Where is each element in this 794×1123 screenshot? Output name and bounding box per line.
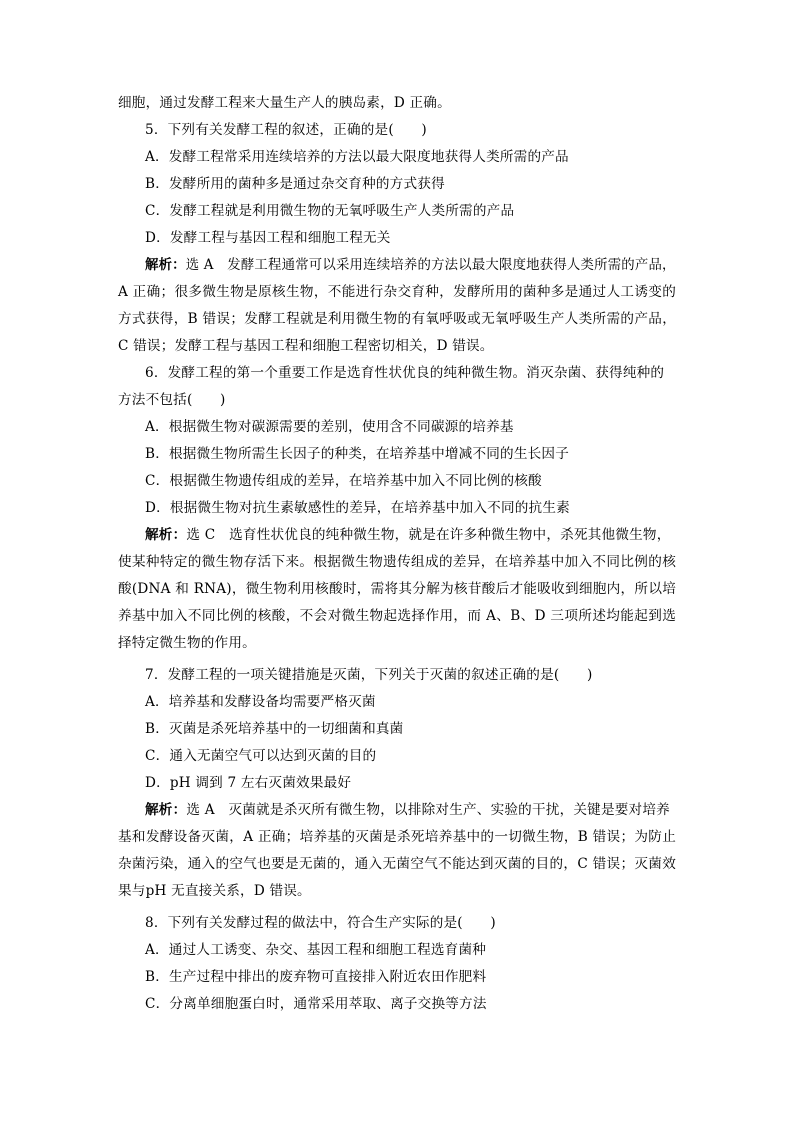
question-7-option-d: D．pH 调到 7 左右灭菌效果最好 — [145, 775, 352, 791]
text-line: 杂菌污染，通入的空气也要是无菌的，通入无菌空气不能达到灭菌的目的，C 错误；灭菌效 — [118, 856, 676, 872]
analysis-text: 选 C 选育性状优良的纯种微生物，就是在许多种微生物中，杀死其他微生物， — [186, 527, 671, 543]
question-8-stem: 8．下列有关发酵过程的做法中，符合生产实际的是( ) — [145, 915, 496, 931]
question-6-option-a: A．根据微生物对碳源需要的差别，使用含不同碳源的培养基 — [145, 419, 514, 435]
text-line: 使某种特定的微生物存活下来。根据微生物遗传组成的差异，在培养基中加入不同比例的核 — [118, 554, 676, 570]
question-5-option-d: D．发酵工程与基因工程和细胞工程无关 — [145, 230, 391, 246]
text-line: A 正确；很多微生物是原核生物，不能进行杂交育种，发酵所用的菌种多是通过人工诱变的 — [118, 284, 676, 300]
question-7-option-c: C．通入无菌空气可以达到灭菌的目的 — [145, 748, 377, 764]
text-line: 基和发酵设备灭菌，A 正确；培养基的灭菌是杀死培养基中的一切微生物，B 错误；为防止 — [118, 829, 676, 845]
analysis-label: 解析： — [145, 802, 187, 818]
question-7-option-a: A．培养基和发酵设备均需要严格灭菌 — [145, 694, 376, 710]
text-line: 果与pH 无直接关系，D 错误。 — [118, 883, 311, 899]
question-5-analysis — [145, 255, 676, 275]
question-8-option-a: A．通过人工诱变、杂交、基因工程和细胞工程选育菌种 — [145, 942, 487, 958]
question-6-option-b: B．根据微生物所需生长因子的种类，在培养基中增减不同的生长因子 — [145, 446, 569, 462]
question-6-option-c: C．根据微生物遗传组成的差异，在培养基中加入不同比例的核酸 — [145, 473, 542, 489]
text-line: 方式获得，B 错误；发酵工程就是利用微生物的有氧呼吸或无氧呼吸生产人类所需的产品， — [118, 311, 676, 327]
analysis-label: 解析： — [145, 527, 187, 543]
analysis-text: 选 A 发酵工程通常可以采用连续培养的方法以最大限度地获得人类所需的产品， — [185, 257, 676, 273]
question-6-option-d: D．根据微生物对抗生素敏感性的差异，在培养基中加入不同的抗生素 — [145, 500, 570, 516]
question-7-analysis — [145, 800, 670, 820]
question-6-analysis — [145, 525, 671, 545]
question-5-option-c: C．发酵工程就是利用微生物的无氧呼吸生产人类所需的产品 — [145, 203, 515, 219]
analysis-text: 选 A 灭菌就是杀灭所有微生物，以排除对生产、实验的干扰，关键是要对培养 — [186, 802, 670, 818]
question-7-option-b: B．灭菌是杀死培养基中的一切细菌和真菌 — [145, 721, 404, 737]
text-line: C 错误；发酵工程与基因工程和细胞工程密切相关，D 错误。 — [118, 338, 494, 354]
text-line: 择特定微生物的作用。 — [118, 635, 256, 651]
question-7-stem: 7．发酵工程的一项关键措施是灭菌，下列关于灭菌的叙述正确的是( ) — [145, 667, 593, 683]
question-6-stem: 6．发酵工程的第一个重要工作是选育性状优良的纯种微生物。消灭杂菌、获得纯种的 — [145, 365, 665, 381]
question-5-stem: 5．下列有关发酵工程的叙述，正确的是( ) — [145, 122, 427, 138]
question-8-option-c: C．分离单细胞蛋白时，通常采用萃取、离子交换等方法 — [145, 996, 487, 1012]
analysis-label: 解析： — [145, 257, 186, 273]
text-line: 细胞，通过发酵工程来大量生产人的胰岛素，D 正确。 — [118, 95, 451, 111]
question-8-option-b: B．生产过程中排出的废弃物可直接排入附近农田作肥料 — [145, 969, 487, 985]
text-line: 方法不包括( ) — [118, 392, 226, 408]
text-line: 酸(DNA 和 RNA)，微生物利用核酸时，需将其分解为核苷酸后才能吸收到细胞内，所以培 — [118, 581, 676, 597]
question-5-option-a: A．发酵工程常采用连续培养的方法以最大限度地获得人类所需的产品 — [145, 149, 569, 165]
question-5-option-b: B．发酵所用的菌种多是通过杂交育种的方式获得 — [145, 176, 445, 192]
text-line: 养基中加入不同比例的核酸，不会对微生物起选择作用，而 A、B、D 三项所述均能起到选 — [118, 608, 676, 624]
